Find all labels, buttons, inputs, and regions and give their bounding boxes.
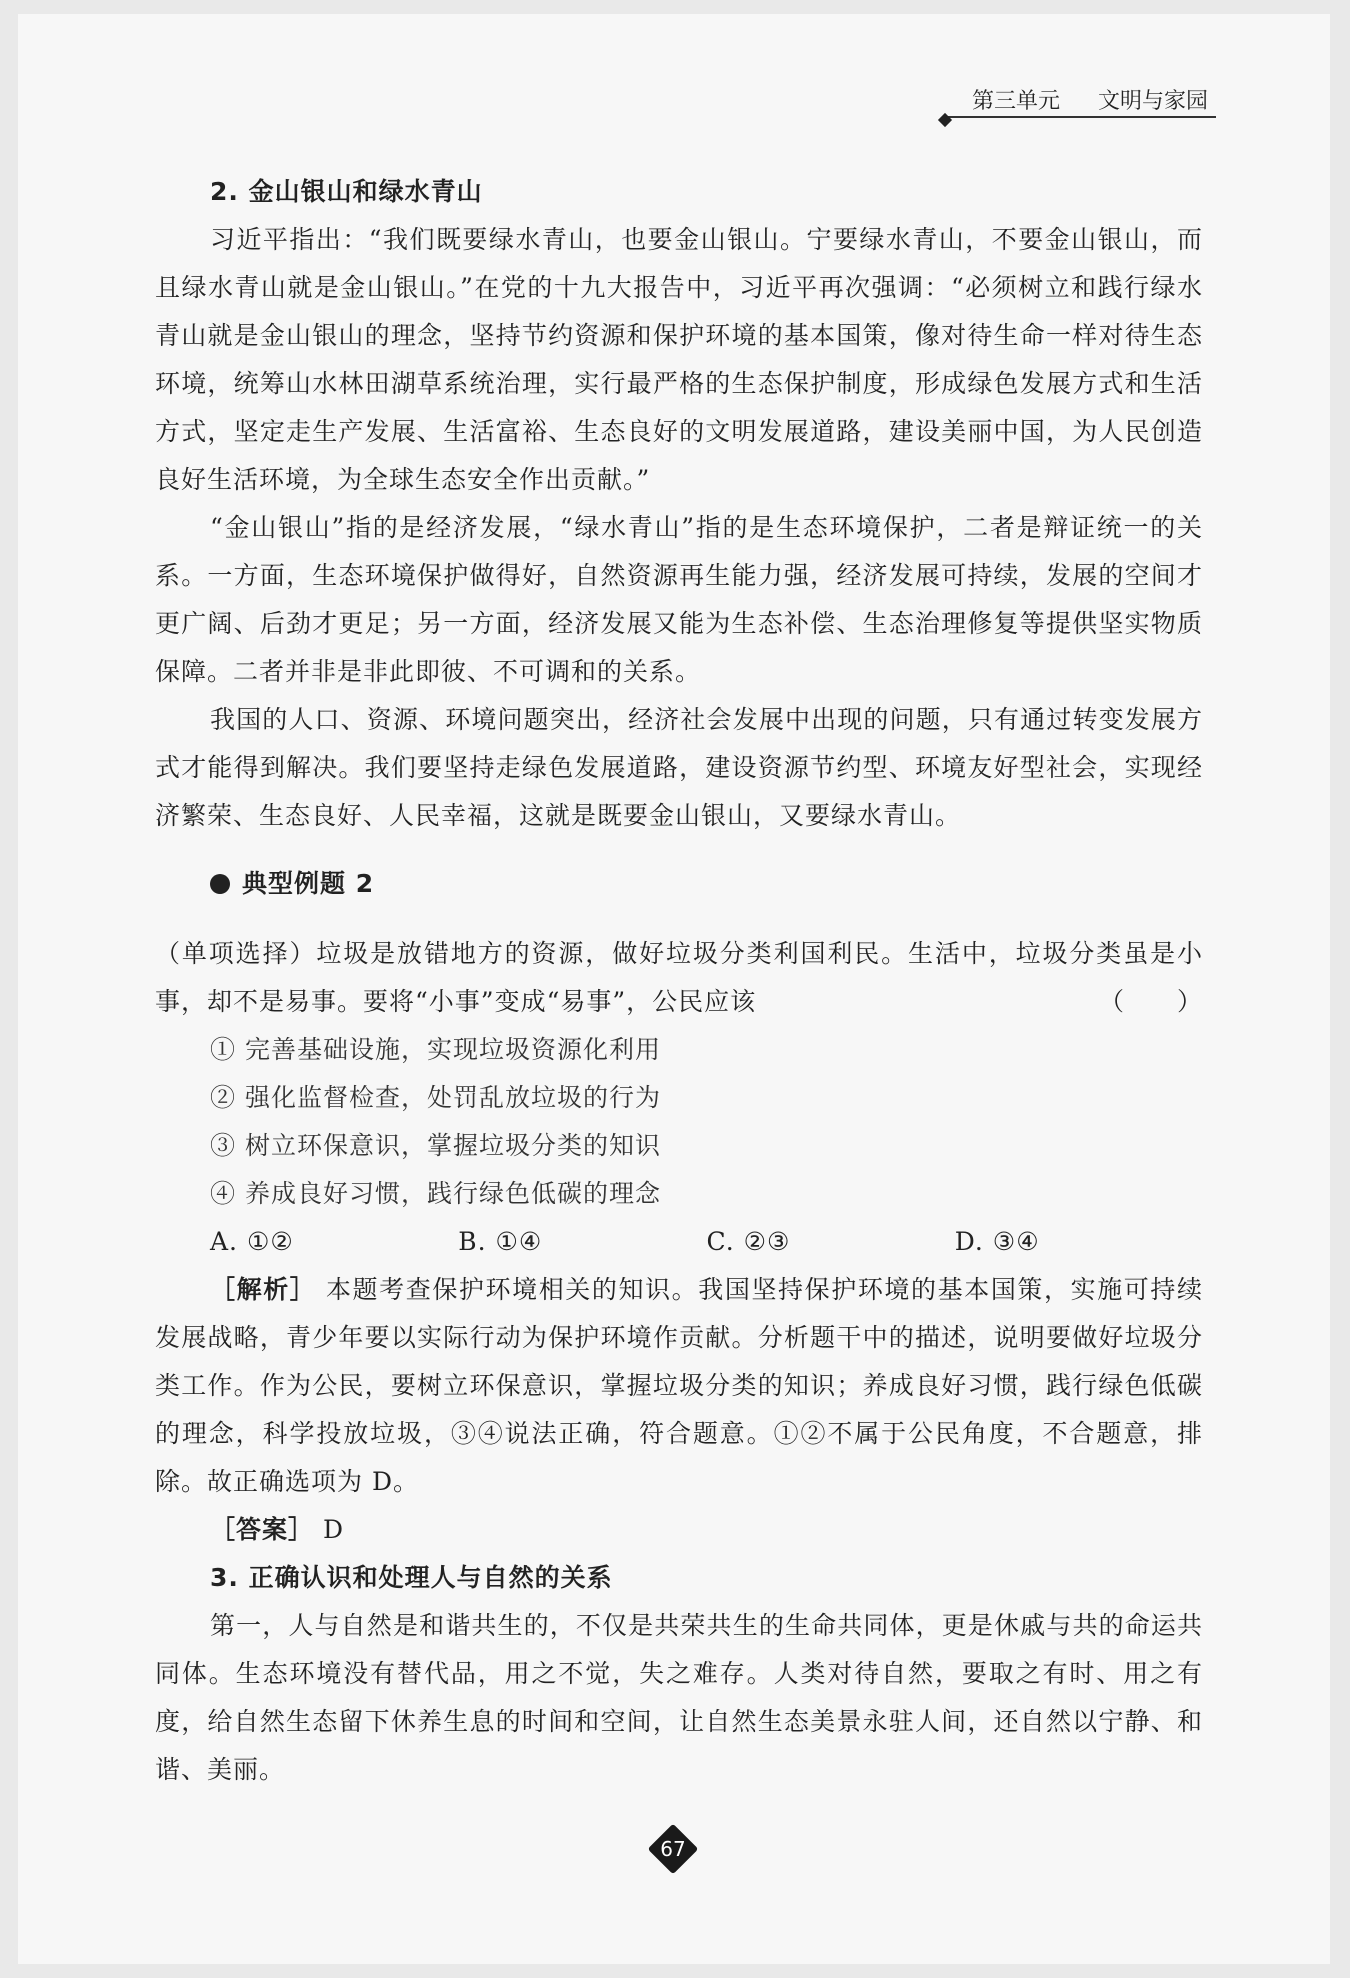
section-3-heading: 3. 正确认识和处理人与自然的关系 <box>210 1563 613 1592</box>
section-3-paragraph: 第一，人与自然是和谐共生的，不仅是共荣共生的生命共同体，更是休戚与共的命运共同体。生态环境没有替代品，用之不觉，失之难存。人类对待自然，要取之有时、用之有度，给自然生态留下休养生息的时间和空间，让自然生态美景永驻人间，还自然以宁静、和谐、美丽。 <box>155 1611 1203 1784</box>
question-text: （单项选择）垃圾是放错地方的资源，做好垃圾分类利国利民。生活中，垃圾分类虽是小事，却不是易事。要将“小事”变成“易事”，公民应该 <box>155 939 1203 1016</box>
choice-c: C. ②③ <box>706 1227 791 1256</box>
choice-d: D. ③④ <box>954 1227 1040 1256</box>
answer-value: D <box>322 1515 345 1544</box>
example-title-text: 典型例题 2 <box>242 869 375 898</box>
header-topic: 文明与家园 <box>1098 89 1209 114</box>
main-content <box>155 168 1203 1794</box>
answer-choices <box>155 1218 1203 1266</box>
option-1: ① 完善基础设施，实现垃圾资源化利用 <box>210 1035 661 1064</box>
page-number-badge <box>650 1826 696 1872</box>
answer <box>155 1506 1203 1554</box>
analysis-tag: ［解析］ <box>210 1275 317 1304</box>
answer-tag: ［答案］ <box>210 1515 315 1544</box>
bullet-dot-icon <box>210 874 230 894</box>
section-2-paragraph-1: 习近平指出：“我们既要绿水青山，也要金山银山。宁要绿水青山，不要金山银山，而且绿水青山就是金山银山。”在党的十九大报告中，习近平再次强调：“必须树立和践行绿水青山就是金山银山的理念，坚持节约资源和保护环境的基本国策，像对待生命一样对待生态环境，统筹山水林田湖草系统治理，实行最严格的生态保护制度，形成绿色发展方式和生活方式，坚定走生产发展、生活富裕、生态良好的文明发展道路，建设美丽中国，为人民创造良好生活环境，为全球生态安全作出贡献。” <box>155 225 1203 494</box>
option-3: ③ 树立环保意识，掌握垃圾分类的知识 <box>210 1131 661 1160</box>
analysis <box>155 1266 1203 1506</box>
option-4: ④ 养成良好习惯，践行绿色低碳的理念 <box>210 1179 661 1208</box>
choice-a: A. ①② <box>210 1227 294 1256</box>
header-unit: 第三单元 <box>972 89 1061 114</box>
section-2-paragraph-2: “金山银山”指的是经济发展，“绿水青山”指的是生态环境保护，二者是辩证统一的关系。一方面，生态环境保护做得好，自然资源再生能力强，经济发展可持续，发展的空间才更广阔、后劲才更足；另一方面，经济发展又能为生态补偿、生态治理修复等提供坚实物质保障。二者并非是非此即彼、不可调和的关系。 <box>155 513 1203 686</box>
answer-bracket: （ ） <box>1098 987 1203 1016</box>
option-2: ② 强化监督检查，处罚乱放垃圾的行为 <box>210 1083 661 1112</box>
example-title <box>155 860 1203 908</box>
analysis-text: 本题考查保护环境相关的知识。我国坚持保护环境的基本国策，实施可持续发展战略，青少年要以实际行动为保护环境作贡献。分析题干中的描述，说明要做好垃圾分类工作。作为公民，要树立环保意识，掌握垃圾分类的知识；养成良好习惯，践行绿色低碳的理念，科学投放垃圾，③④说法正确，符合题意。①②不属于公民角度，不合题意，排除。故正确选项为 D。 <box>155 1275 1203 1496</box>
choice-b: B. ①④ <box>458 1227 543 1256</box>
page-number: 67 <box>660 1837 686 1861</box>
section-2-heading: 2. 金山银山和绿水青山 <box>210 177 483 206</box>
example-question <box>155 930 1203 1026</box>
diamond-icon <box>938 113 952 127</box>
section-2-paragraph-3: 我国的人口、资源、环境问题突出，经济社会发展中出现的问题，只有通过转变发展方式才能得到解决。我们要坚持走绿色发展道路，建设资源节约型、环境友好型社会，实现经济繁荣、生态良好、人民幸福，这就是既要金山银山，又要绿水青山。 <box>155 705 1203 830</box>
running-header <box>948 82 1216 118</box>
